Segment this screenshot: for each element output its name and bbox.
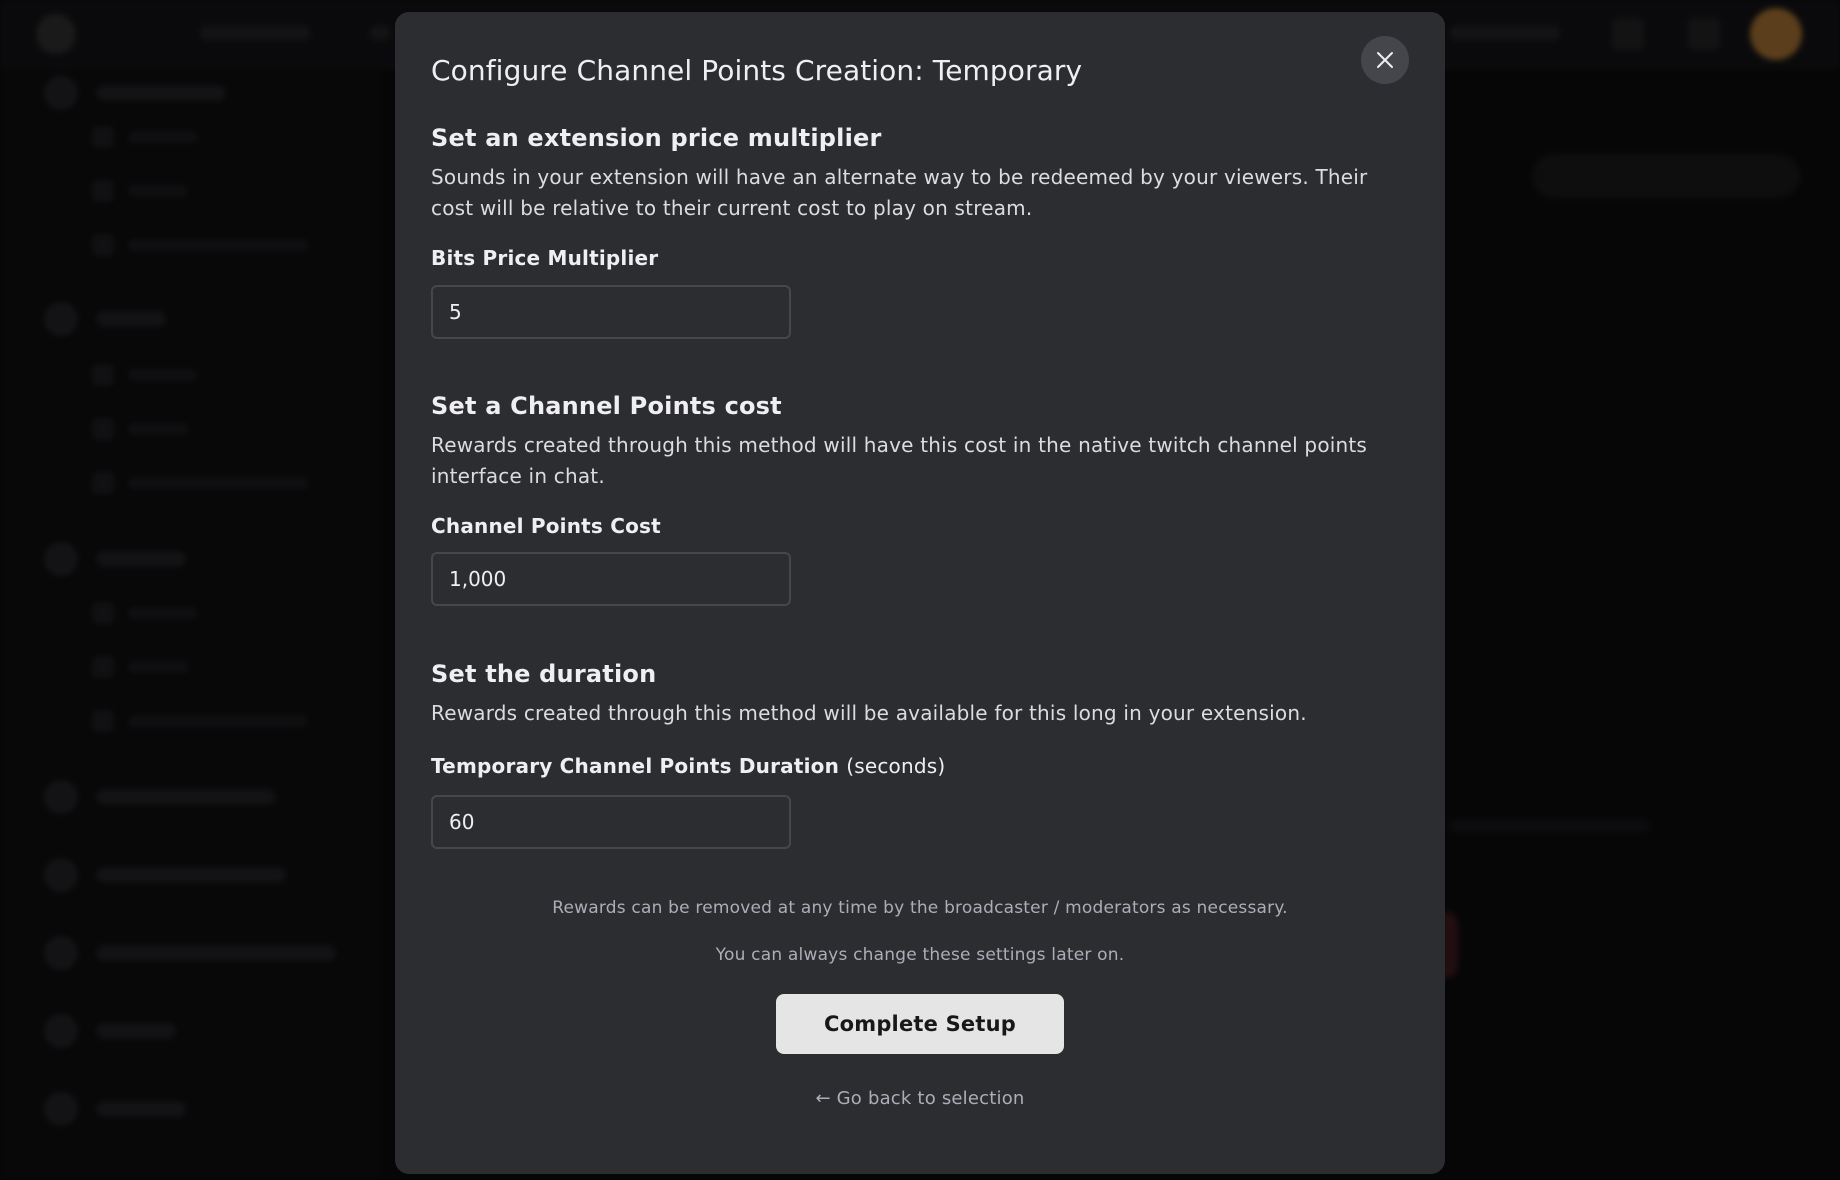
close-button[interactable] (1361, 36, 1409, 84)
channel-points-cost-label: Channel Points Cost (431, 514, 661, 538)
modal-title: Configure Channel Points Creation: Temporary (431, 54, 1083, 87)
duration-section (431, 660, 1411, 729)
bits-price-multiplier-label: Bits Price Multiplier (431, 246, 659, 270)
configure-channel-points-modal (395, 12, 1445, 1174)
cost-heading: Set a Channel Points cost (431, 392, 782, 420)
removal-note: Rewards can be removed at any time by the broadcaster / moderators as necessary. (552, 898, 1288, 918)
multiplier-section (431, 124, 1411, 224)
multiplier-description: Sounds in your extension will have an alternate way to be redeemed by your viewers. Their cost will be relative to their current cost to play on stream. (431, 165, 1368, 220)
close-icon (1376, 51, 1394, 69)
channel-points-cost-section (431, 392, 1411, 492)
go-back-link[interactable]: ← Go back to selection (815, 1088, 1025, 1109)
duration-unit: (seconds) (846, 754, 946, 778)
duration-heading: Set the duration (431, 660, 657, 688)
duration-input[interactable] (431, 795, 791, 849)
duration-description: Rewards created through this method will be available for this long in your extension. (431, 701, 1307, 725)
bits-price-multiplier-input[interactable] (431, 285, 791, 339)
channel-points-cost-input[interactable] (431, 552, 791, 606)
duration-label-row (431, 754, 945, 778)
cost-description: Rewards created through this method will have this cost in the native twitch channel points interface in chat. (431, 433, 1368, 488)
duration-label: Temporary Channel Points Duration (431, 754, 840, 778)
complete-setup-button[interactable]: Complete Setup (776, 994, 1064, 1054)
settings-note: You can always change these settings later on. (715, 945, 1125, 965)
multiplier-heading: Set an extension price multiplier (431, 124, 882, 152)
